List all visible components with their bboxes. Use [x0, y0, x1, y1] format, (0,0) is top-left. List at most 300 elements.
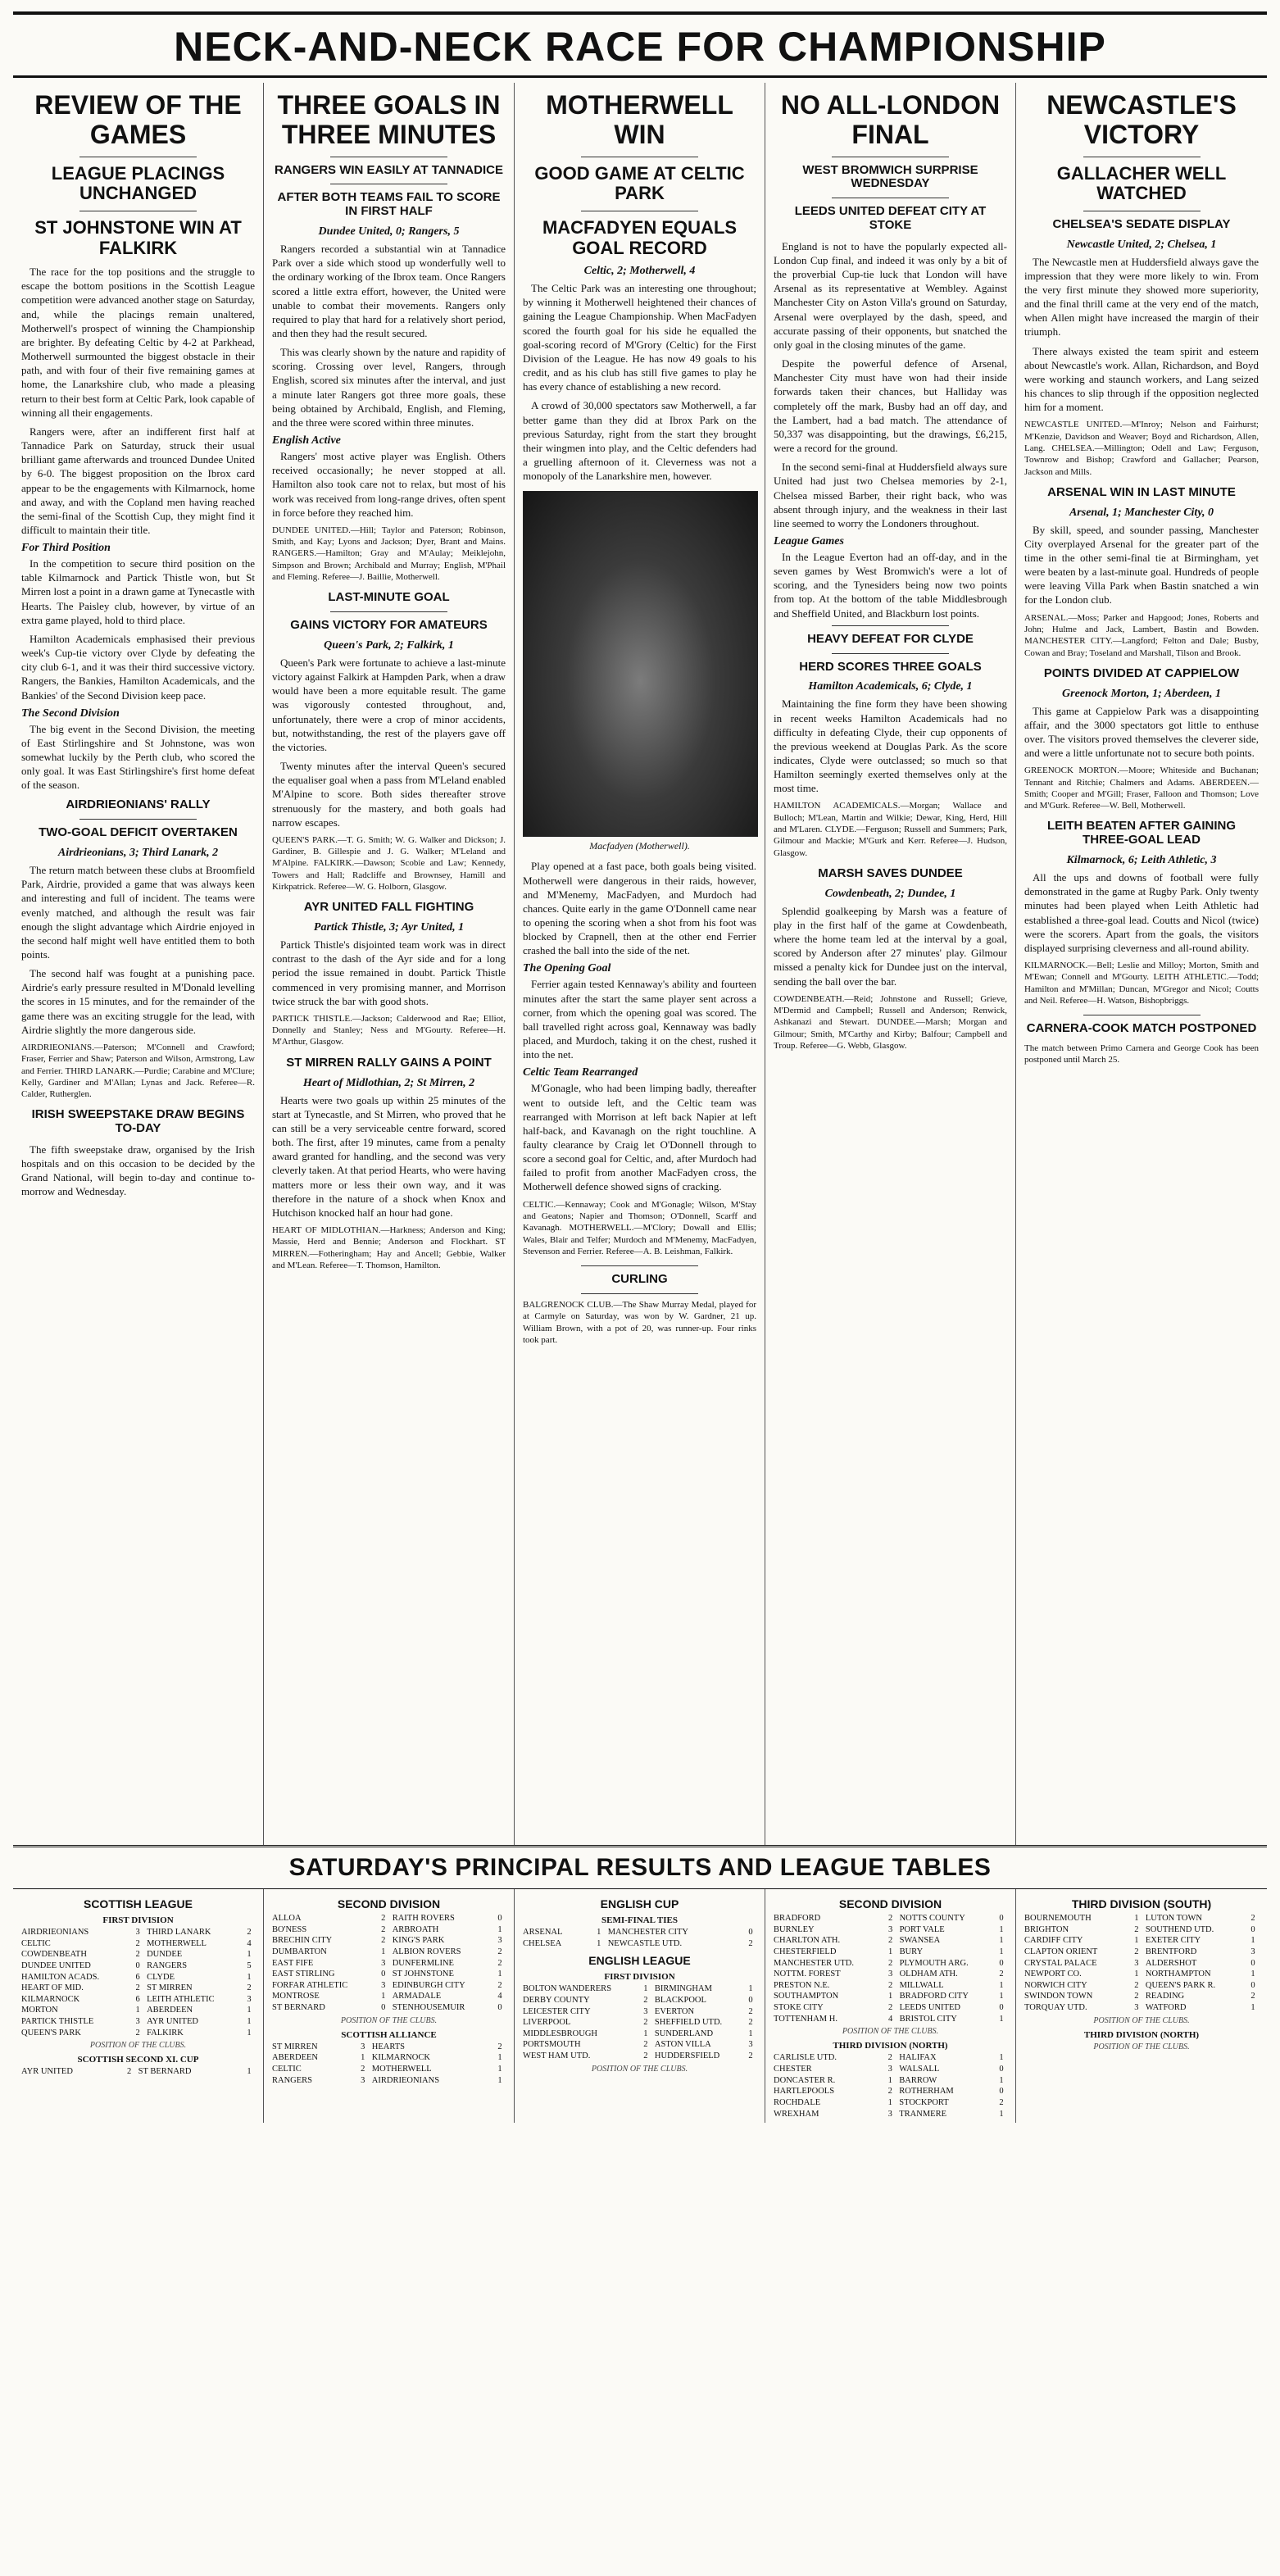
subheadline: TWO-GOAL DEFICIT OVERTAKEN [39, 825, 238, 840]
team-name: PLYMOUTH ARG. [899, 1958, 969, 1968]
result-row [20, 1960, 256, 1972]
team-score: 2 [127, 2067, 132, 2077]
team-score: 0 [1250, 1924, 1255, 1934]
team-score: 2 [497, 2042, 502, 2051]
result-row [772, 1924, 1009, 1936]
subheadline: IRISH SWEEPSTAKE DRAW BEGINS TO-DAY [31, 1107, 245, 1136]
paragraph: Rangers were, after an indifferent first half at Tannadice Park on Saturday, struck their usual brilliant game afterwards and trounced Dundee United by 6-0. The biggest proposition on the Ibrox card appear to be the engagements with Kilmarnock, home and away, and with the Copland men having reached the semi-final of the Scottish Cup, they might find it difficult to maintain their title. [21, 425, 255, 536]
team-name: ST MIRREN [147, 1983, 193, 1993]
result-row [772, 1947, 1009, 1958]
team-name: BOURNEMOUTH [1024, 1914, 1092, 1923]
result-row [1023, 1991, 1260, 2002]
team-name: BLACKPOOL [654, 1995, 706, 2005]
team-score: 1 [247, 1972, 252, 1982]
team-name: LEITH ATHLETIC [147, 1994, 215, 2004]
team-name: READING [1145, 1992, 1185, 2001]
team-score: 2 [381, 1936, 386, 1946]
team-lineups: DUNDEE UNITED.—Hill; Taylor and Paterson; Robinson, Smith, and Kay; Lyons and Jackson; Dyer, Brant and Mains. RANGERS.—Hamilton; Gray and M'Aulay; Meiklejohn, Simpson and Brown; Archibald and Murray; English, M'Phail and Fleming. Referee—J. Baillie, Motherwell. [272, 525, 506, 583]
team-lineups: GREENOCK MORTON.—Moore; Whiteside and Buchanan; Tennant and Ritchie; Chalmers and Adams. ABERDEEN.—Smith; Cooper and M'Gill; Fraser, Falloon and Thomson; Love and M'Gurk. Referee—W. Bell, Motherwell. [1024, 766, 1259, 811]
team-name: ARMADALE [392, 1992, 442, 2001]
team-name: DUNDEE UNITED [21, 1960, 91, 1970]
team-score: 1 [748, 2029, 753, 2038]
team-score: 1 [597, 1938, 601, 1948]
result-row [772, 2064, 1009, 2075]
result-row [270, 1947, 507, 1958]
match-score: Newcastle United, 2; Chelsea, 1 [1066, 238, 1217, 251]
team-score: 3 [135, 1928, 140, 1937]
league-table-heading: POSITION OF THE CLUBS. [591, 2064, 688, 2074]
team-score: 4 [247, 1938, 252, 1948]
subheadline: CARNERA-COOK MATCH POSTPONED [1026, 1021, 1257, 1036]
result-row [20, 1949, 256, 1960]
team-score: 0 [497, 2003, 502, 2013]
team-name: ABERDEEN [272, 2053, 318, 2063]
team-score: 2 [1134, 1947, 1139, 1956]
results-column-scottish [13, 1889, 264, 2123]
subheadline: LEEDS UNITED DEFEAT CITY AT STOKE [794, 204, 987, 233]
paragraph: The return match between these clubs at Broomfield Park, Airdrie, provided a game that was always keen and interesting and full of incident. The teams were evenly matched, and although the result was fair enough the slight advantage which Airdrie enjoyed in the second half might well have entitled them to both points. [21, 864, 255, 961]
team-score: 2 [497, 1958, 502, 1968]
result-row [772, 1991, 1009, 2002]
team-lineups: QUEEN'S PARK.—T. G. Smith; W. G. Walker and Dickson; J. Gardiner, B. Gillespie and J. G. Walker; M'Leland and M'Alpine. FALKIRK.—Dawson; Scobie and Law; Kennedy, Towers and Hall; Radcliffe and Brownsey, Hamill and Kirkpatrick. Referee—W. G. Holborn, Glasgow. [272, 834, 506, 892]
team-name: ARBROATH [392, 1924, 439, 1934]
team-score: 2 [1134, 1992, 1139, 2001]
subheadline: POINTS DIVIDED AT CAPPIELOW [1043, 666, 1240, 680]
subheadline: HEAVY DEFEAT FOR CLYDE [807, 631, 974, 646]
team-score: 0 [999, 2087, 1004, 2097]
result-row [1023, 1913, 1260, 1924]
team-name: ALDERSHOT [1145, 1958, 1197, 1968]
team-name: QUEEN'S PARK [21, 2028, 81, 2038]
results-subheading: SEMI-FINAL TIES [601, 1915, 679, 1925]
team-score: 1 [1134, 1936, 1139, 1946]
team-score: 1 [497, 2075, 502, 2085]
results-table [1023, 1913, 1260, 2014]
team-name: ST BERNARD [138, 2067, 192, 2077]
team-name: WALSALL [899, 2065, 940, 2074]
team-score: 3 [247, 1994, 252, 2004]
team-score: 3 [135, 2017, 140, 2027]
team-lineups: KILMARNOCK.—Bell; Leslie and Milloy; Morton, Smith and M'Ewan; Connell and M'Gourty. LEITH ATHLETIC.—Todd; Hamilton and M'Millan; Duncan, M'Gregor and Nicol; Coutts and Neil. Referee—H. Watson, Bishopbriggs. [1024, 960, 1259, 1006]
team-name: CLYDE [147, 1972, 175, 1982]
paragraph: Play opened at a fast pace, both goals being visited. Motherwell were dangerous in their raids, however, and M'Menemy, MacFadyen, and Murdoch had chances. Quite early in the game O'Donnell came near to opening the scoring when a shot from his foot was blocked by Crapnell, then at the other end Ferrier crashed the ball into the side of the net. [523, 860, 756, 957]
team-name: DUMBARTON [272, 1947, 327, 1956]
team-score: 1 [999, 2075, 1004, 2085]
team-name: EAST FIFE [272, 1958, 314, 1968]
team-score: 1 [247, 2006, 252, 2015]
match-score: Cowdenbeath, 2; Dundee, 1 [824, 887, 956, 900]
photo-caption: Macfadyen (Motherwell). [589, 840, 690, 852]
team-score: 1 [361, 2053, 365, 2063]
team-score: 5 [247, 1960, 252, 1970]
team-score: 3 [381, 1980, 386, 1990]
team-lineups: CELTIC.—Kennaway; Cook and M'Gonagle; Wilson, M'Stay and Geatons; Napier and Thomson; O'Donnell, Scarff and Kavanagh. MOTHERWELL.—M'Clory; Dowall and Ellis; Wales, Blair and Telfer; Murdoch and M'Menemy, MacFadyen, Stevenson and Ferrier. Referee—A. B. Leishman, Falkirk. [523, 1199, 756, 1256]
team-name: SHEFFIELD UTD. [654, 2018, 723, 2028]
team-name: CHESTERFIELD [774, 1947, 837, 1956]
paragraph: This was clearly shown by the nature and rapidity of scoring. Crossing over level, Rangers, through English, scored six minutes after the interval, and just a minute later Rangers got three more goals, these being obtained by Archibald, English, and Fleming, and the three were scored within three minutes. [272, 346, 506, 429]
section-heading: The Second Division [21, 706, 120, 720]
team-name: SOUTHEND UTD. [1145, 1924, 1214, 1934]
team-name: MIDDLESBROUGH [523, 2029, 598, 2038]
team-name: BRADFORD [774, 1914, 821, 1923]
results-column-english-cup [515, 1889, 765, 2123]
result-row [772, 1958, 1009, 1969]
team-name: WREXHAM [774, 2109, 819, 2119]
result-row [20, 2066, 256, 2078]
team-name: LIVERPOOL [523, 2018, 571, 2028]
league-table-heading: POSITION OF THE CLUBS. [842, 2027, 939, 2037]
paragraph: Rangers' most active player was English. Others received occasionally; he never stopped at all. Hamilton also took care not to relax, but most of his work was received from long-range drives, often spent in force before they reached him. [272, 450, 506, 519]
result-row [1023, 1980, 1260, 1992]
paragraph: Ferrier again tested Kennaway's ability and fourteen minutes after the start the same player sent across a corner, from which the opening goal was scored. The ball travelled right across goal, Kennaway was badly placed, and Murdoch, taking it on the chest, rushed it into the net. [523, 978, 756, 1061]
team-score: 0 [1250, 1980, 1255, 1990]
team-score: 1 [597, 1928, 601, 1937]
team-score: 2 [643, 2018, 648, 2028]
results-heading: SECOND DIVISION [838, 1897, 942, 1910]
paragraph: Hamilton Academicals emphasised their previous week's Cup-tie victory over Clyde by defeating the city club 6-1, and it was their third successive victory. Rangers, the Bankies, Hamilton Academicals, and the Bankies' of the Second Division keep pace. [21, 632, 255, 702]
team-name: ABERDEEN [147, 2006, 193, 2015]
team-score: 2 [247, 1983, 252, 1993]
results-column-scottish-2nd [264, 1889, 515, 2123]
paragraph: Queen's Park were fortunate to achieve a last-minute victory against Falkirk at Hampden Park, when a draw would have been a more equitable result. The game was vigorously contested throughout, and, unfortunately, there were a crop of minor accidents, but, notwithstanding, the rest of the players gave off the victories. [272, 656, 506, 753]
result-row [772, 2086, 1009, 2097]
team-score: 2 [135, 1983, 140, 1993]
team-name: PORTSMOUTH [523, 2040, 581, 2050]
results-heading: ENGLISH LEAGUE [588, 1954, 691, 1968]
results-table [270, 1913, 507, 2014]
subheadline: AYR UNITED FALL FIGHTING [303, 900, 474, 915]
team-score: 2 [748, 2018, 753, 2028]
result-row [772, 1969, 1009, 1980]
team-score: 1 [247, 2017, 252, 2027]
team-score: 2 [1250, 1992, 1255, 2001]
results-table [521, 1983, 758, 2061]
team-name: AYR UNITED [147, 2017, 198, 2027]
team-score: 4 [497, 1992, 502, 2001]
column-newcastle [1016, 83, 1267, 1845]
team-name: RANGERS [272, 2075, 313, 2085]
team-lineups: AIRDRIEONIANS.—Paterson; M'Connell and Crawford; Fraser, Ferrier and Shaw; Paterson and Wilson, Armstrong, Law and Ferrier. THIRD LANARK.—Purdie; Carabine and M'Clure; Kelly, Gardiner and M'Allan; Lynas and Jack. Referee—R. Calder, Rutherglen. [21, 1042, 255, 1100]
team-score: 3 [887, 1969, 893, 1979]
team-name: BRADFORD CITY [899, 1992, 969, 2001]
result-row [521, 1938, 758, 1950]
team-score: 2 [1134, 1924, 1139, 1934]
team-lineups: COWDENBEATH.—Reid; Johnstone and Russell; Grieve, M'Dermid and Campbell; Russell and Anderson; Renwick, Ashkanazi and Stewart. DUNDEE.—Marsh; Morgan and Gilmour; Smith, M'Carthy and Kirby; Balfour; Campbell and Troup. Referee—G. Webb, Glasgow. [774, 993, 1007, 1051]
team-name: DUNDEE [147, 1950, 183, 1960]
results-table [270, 2042, 507, 2087]
team-name: LUTON TOWN [1145, 1914, 1202, 1923]
team-name: STOKE CITY [774, 2003, 824, 2013]
paragraph: Despite the powerful defence of Arsenal, Manchester City must have won had their inside forwards taken their chances, but Halliday was completely off the mark, Busby had an off day, and the Lambert, had a bad match. The attendance of 50,337 was disappointing, but the drawings, £6,215, were a record for the ground. [774, 357, 1007, 455]
team-score: 3 [497, 1936, 502, 1946]
headline: NO ALL-LONDON FINAL [780, 90, 1001, 149]
result-row [772, 2109, 1009, 2120]
result-row [20, 2016, 256, 2028]
team-name: HAMILTON ACADS. [21, 1972, 100, 1982]
headline: REVIEW OF THE GAMES [34, 90, 242, 149]
result-row [521, 2006, 758, 2018]
team-score: 2 [497, 1980, 502, 1990]
team-score: 1 [1250, 2003, 1255, 2013]
team-score: 0 [1250, 1958, 1255, 1968]
subheadline: WEST BROMWICH SURPRISE WEDNESDAY [802, 162, 978, 191]
paragraph: This game at Cappielow Park was a disappointing affair, and the 3000 spectators got little to enthuse over. The visitors proved themselves the cleverer side, and were a little unfortunate not to secure both points. [1024, 704, 1259, 760]
divider [330, 611, 447, 612]
team-name: MORTON [21, 2006, 58, 2015]
league-table-heading: POSITION OF THE CLUBS. [1093, 2042, 1190, 2051]
team-name: BRECHIN CITY [272, 1936, 333, 1946]
paragraph: Hearts were two goals up within 25 minutes of the start at Tynecastle, and St Mirren, who proved that he can still be a very serviceable centre forward, scored both. The first, after 19 minutes, came from a penalty award granted for handling, and the second was very cleverly taken. At that period Hearts, who were having matters more or less their own way, and it was therefore in the nature of a shock when Knox and Hutchison knocked half an hour had gone. [272, 1093, 506, 1219]
team-name: NEWPORT CO. [1024, 1969, 1082, 1979]
paragraph: Partick Thistle's disjointed team work was in direct contrast to the dash of the Ayr side and for a long period the issue remained in doubt. Partick Thistle commenced in very promising manner, and Morrison twice struck the bar with good shots. [272, 938, 506, 1007]
subheadline: ST JOHNSTONE WIN AT FALKIRK [34, 216, 242, 258]
column-review [13, 83, 264, 1845]
results-column-third-south [1016, 1889, 1267, 2123]
team-name: ST MIRREN [272, 2042, 318, 2051]
paragraph: Splendid goalkeeping by Marsh was a feature of play in the first half of the game at Cowdenbeath, where the home team led at the interval by a goal, scored by Anderson after 27 minutes' play. Gilmour missed a penalty kick for Dundee just on the interval, sending the ball over the bar. [774, 904, 1007, 988]
match-score: Heart of Midlothian, 2; St Mirren, 2 [302, 1076, 475, 1089]
results-table [772, 1913, 1009, 2024]
team-name: CRYSTAL PALACE [1024, 1958, 1097, 1968]
team-score: 0 [497, 1914, 502, 1923]
result-row [772, 1913, 1009, 1924]
team-score: 1 [497, 1969, 502, 1979]
column-motherwell [515, 83, 765, 1845]
team-score: 3 [887, 2065, 892, 2074]
team-name: BRENTFORD [1145, 1947, 1197, 1956]
team-name: HALIFAX [899, 2053, 937, 2063]
subheadline: ARSENAL WIN IN LAST MINUTE [1047, 484, 1236, 499]
team-name: BIRMINGHAM [654, 1984, 712, 1994]
team-lineups: ARSENAL.—Moss; Parker and Hapgood; Jones, Roberts and John; Hulme and Jack, Lambert, Bastin and Bowden. MANCHESTER CITY.—Langford; Felton and Dale; Busby, Cowan and Bray; Toseland and Marshall, Tilson and Brook. [1024, 612, 1259, 658]
subheadline: GOOD GAME AT CELTIC PARK [534, 162, 745, 204]
team-name: DUNFERMLINE [392, 1958, 454, 1968]
result-row [1023, 1958, 1260, 1969]
result-row [1023, 2002, 1260, 2014]
article-columns [13, 83, 1267, 1847]
team-name: ROCHDALE [774, 2097, 821, 2107]
subheadline: AIRDRIEONIANS' RALLY [66, 797, 211, 812]
headline: NEWCASTLE'S VICTORY [1046, 90, 1237, 149]
result-row [270, 1924, 507, 1936]
match-score: Queen's Park, 2; Falkirk, 1 [324, 638, 454, 652]
result-row [521, 1927, 758, 1938]
team-lineups: HAMILTON ACADEMICALS.—Morgan; Wallace and Bulloch; M'Lean, Martin and Wilkie; Dewar, King, Herd, Hill and M'Laren. CLYDE.—Ferguson; Russell and Summers; Park, Gilmour and Mackie; M'Gurk and Kerr. Referee—J. Hudson, Glasgow. [774, 801, 1007, 858]
team-name: STENHOUSEMUIR [392, 2003, 465, 2013]
team-score: 1 [643, 2029, 648, 2038]
team-score: 1 [999, 1936, 1004, 1946]
team-score: 1 [381, 1947, 386, 1956]
match-score: Airdrieonians, 3; Third Lanark, 2 [57, 847, 219, 860]
team-name: STOCKPORT [899, 2097, 949, 2107]
team-name: CELTIC [272, 2065, 302, 2074]
team-name: BARROW [899, 2075, 937, 2085]
result-row [20, 1983, 256, 1994]
team-score: 2 [497, 1947, 502, 1956]
section-heading: Celtic Team Rearranged [523, 1066, 638, 1079]
team-score: 1 [999, 2014, 1004, 2024]
team-name: LEEDS UNITED [899, 2003, 960, 2013]
team-name: EAST STIRLING [272, 1969, 335, 1979]
team-score: 1 [999, 2053, 1004, 2063]
paragraph: England is not to have the popularly expected all-London Cup final, and indeed it was only by a bit of the proverbial Cup-tie luck that London will have Arsenal as its representative at Wembley. Against Manchester City on Aston Villa's ground on Saturday, Arsenal were overplayed by the dash, speed, and accurate passing of their opponents, but snatched the only goal in the closing minutes of the game. [774, 239, 1007, 351]
team-name: TORQUAY UTD. [1024, 2003, 1087, 2013]
results-subheading: FIRST DIVISION [102, 1915, 174, 1925]
paragraph: The second half was fought at a punishing pace. Airdrie's early pressure resulted in M'Donald levelling the scores in 15 minutes, and for the remainder of the game there was an exciting struggle for the lead, with Airdrie slightly the more dangerous side. [21, 967, 255, 1036]
team-lineups: HEART OF MIDLOTHIAN.—Harkness; Anderson and King; Massie, Herd and Bennie; Anderson and Flockhart. ST MIRREN.—Fotheringham; Hay and Ancell; Gebbie, Walker and M'Lean. Referee—T. Thomson, Hamilton. [272, 1224, 506, 1270]
team-score: 2 [748, 2006, 753, 2016]
divider [581, 1293, 698, 1294]
team-score: 6 [135, 1994, 140, 2004]
page-masthead: NECK-AND-NECK RACE FOR CHAMPIONSHIP [13, 11, 1267, 78]
team-score: 3 [887, 2109, 892, 2119]
team-score: 1 [887, 1947, 893, 1956]
result-row [20, 1972, 256, 1983]
team-score: 3 [1134, 2003, 1139, 2013]
team-name: KILMARNOCK [21, 1994, 80, 2004]
section-heading: English Active [272, 434, 341, 448]
team-name: COWDENBEATH [21, 1950, 87, 1960]
paragraph: The match between Primo Carnera and George Cook has been postponed until March 25. [1024, 1043, 1259, 1065]
team-name: AIRDRIEONIANS [21, 1928, 89, 1937]
team-score: 1 [1250, 1936, 1255, 1946]
team-name: WEST HAM UTD. [523, 2051, 591, 2061]
team-name: WATFORD [1145, 2003, 1187, 2013]
team-name: BRISTOL CITY [899, 2014, 957, 2024]
team-score: 2 [247, 1928, 252, 1937]
team-score: 2 [748, 1938, 753, 1948]
team-score: 3 [361, 2075, 365, 2085]
team-name: SOUTHAMPTON [774, 1992, 839, 2001]
paragraph: In the competition to secure third position on the table Kilmarnock and Partick Thistle won, but St Mirren lost a point in a drawn game at Tynecastle with Hearts. The Paisley club, however, by virtue of an extra game played, hold to third place. [21, 557, 255, 626]
team-name: ST JOHNSTONE [392, 1969, 454, 1979]
subheadline: HERD SCORES THREE GOALS [799, 659, 982, 674]
team-name: SWANSEA [899, 1936, 941, 1946]
match-score: Greenock Morton, 1; Aberdeen, 1 [1062, 687, 1221, 700]
team-name: CARLISLE UTD. [774, 2053, 837, 2063]
team-score: 2 [381, 1924, 386, 1934]
team-name: CHESTER [774, 2065, 812, 2074]
results-column-english-2nd [765, 1889, 1016, 2123]
subheadline: ST MIRREN RALLY GAINS A POINT [286, 1055, 492, 1070]
team-name: FALKIRK [147, 2028, 184, 2038]
curling-report: BALGRENOCK CLUB.—The Shaw Murray Medal, played for at Carmyle on Saturday, was won by W. Gardner, 21 up. William Brown, with a pot of 20, was runner-up. Four rinks took part. [523, 1299, 756, 1345]
team-score: 1 [999, 1980, 1004, 1990]
team-lineups: PARTICK THISTLE.—Jackson; Calderwood and Rae; Elliot, Donnelly and Stanley; Ness and M'Gourty. Referee—H. M'Arthur, Glasgow. [272, 1013, 506, 1047]
team-name: RAITH ROVERS [392, 1914, 455, 1923]
team-name: PRESTON N.E. [774, 1980, 830, 1990]
paragraph: By skill, speed, and sounder passing, Manchester City overplayed Arsenal for the greater part of the time in the other semi-final tie at Birmingham, yet were beaten by a last-minute goal. Hundreds of people were leaving Villa Park when Bastin snatched a win for the London club. [1024, 523, 1259, 607]
newspaper-page [13, 11, 1267, 2552]
team-name: BURY [899, 1947, 924, 1956]
team-score: 0 [999, 2065, 1004, 2074]
team-score: 1 [887, 2097, 892, 2107]
team-name: ALLOA [272, 1914, 302, 1923]
league-table-heading: POSITION OF THE CLUBS. [1093, 2015, 1190, 2025]
team-score: 1 [643, 1984, 648, 1994]
team-name: PARTICK THISTLE [21, 2017, 94, 2027]
team-score: 0 [381, 2003, 386, 2013]
result-row [1023, 1935, 1260, 1947]
match-score: Partick Thistle, 3; Ayr United, 1 [313, 921, 465, 934]
team-score: 3 [748, 2040, 753, 2050]
divider [581, 1265, 698, 1266]
team-score: 0 [748, 1928, 753, 1937]
team-score: 1 [497, 2053, 502, 2063]
results-subheading: THIRD DIVISION (NORTH) [1083, 2029, 1200, 2040]
player-photo [523, 491, 758, 837]
section-heading: For Third Position [21, 542, 111, 555]
team-score: 1 [999, 1947, 1004, 1956]
team-score: 6 [135, 1972, 140, 1982]
team-score: 0 [381, 1969, 386, 1979]
team-name: THIRD LANARK [147, 1928, 211, 1937]
paragraph: In the League Everton had an off-day, and in the seven games by West Bromwich's were a lot of scoring, and the Tynesiders being now two points from top. At the bottom of the table Middlesbrough and Sheffield United, and Blackburn lost points. [774, 550, 1007, 620]
paragraph: The Newcastle men at Huddersfield always gave the impression that they were more likely to win. From the very first minute they showed more superiority, and the final thrill came at the very end of the match, when Allen might have increased the margin of their triumph. [1024, 255, 1259, 338]
paragraph: M'Gonagle, who had been limping badly, thereafter went to outside left, and the Celtic team was rearranged with Morrison at left back Napier at left half-back, and Kavanagh on the right touchline. A faulty clearance by Craig let O'Donnell through to score a second goal for Celtic, and, after Murdoch had failed to profit from another MacFadyen cross, the Motherwell defence showed signs of cracking. [523, 1082, 756, 1193]
result-row [270, 1958, 507, 1969]
divider [832, 653, 949, 654]
result-row [1023, 1924, 1260, 1936]
results-subheading: FIRST DIVISION [604, 1972, 675, 1983]
team-score: 1 [887, 1992, 893, 2001]
team-name: ARSENAL [523, 1928, 563, 1937]
team-name: BO'NESS [272, 1924, 307, 1934]
team-name: MOTHERWELL [371, 2065, 432, 2074]
paragraph: Twenty minutes after the interval Queen's secured the equaliser goal when a pass from M'Leland enabled M'Alpine to score. Both sides thereafter strove strenuously for the mastery, and both goals had narrow escapes. [272, 760, 506, 829]
team-name: BURNLEY [774, 1924, 815, 1934]
team-score: 2 [135, 1938, 140, 1948]
result-row [521, 2017, 758, 2029]
team-name: SWINDON TOWN [1024, 1992, 1093, 2001]
results-heading: SECOND DIVISION [337, 1897, 441, 1910]
team-name: AIRDRIEONIANS [371, 2075, 440, 2085]
paragraph: The Celtic Park was an interesting one throughout; by winning it Motherwell heightened their chances of gaining the League Championship. When MacFadyen scored the fourth goal for his side he equalled the goal-scoring record of M'Grory (Celtic) for the First Division of the League. He has now 49 goals to his credit, and as his club has still five games to play he has every chance of establishing a new record. [523, 282, 756, 393]
team-score: 0 [999, 2003, 1004, 2013]
team-score: 2 [887, 2053, 892, 2063]
subheadline: MARSH SAVES DUNDEE [818, 865, 963, 880]
subheadline: CHELSEA'S SEDATE DISPLAY [1052, 216, 1231, 231]
team-name: ROTHERHAM [899, 2087, 954, 2097]
team-score: 4 [887, 2014, 893, 2024]
team-score: 3 [381, 1958, 386, 1968]
paragraph: The big event in the Second Division, the meeting of East Stirlingshire and St Johnstone, was won somewhat luckily by the Perth club, who scored the only goal. It was East Stirlingshire's first home defeat of the season. [21, 722, 255, 792]
result-row [521, 2039, 758, 2051]
subheadline: CURLING [611, 1272, 668, 1287]
team-name: OLDHAM ATH. [899, 1969, 958, 1979]
divider [832, 625, 949, 626]
team-score: 1 [887, 2075, 892, 2085]
results-heading: THIRD DIVISION (SOUTH) [1071, 1897, 1212, 1910]
subheadline: GAINS VICTORY FOR AMATEURS [290, 618, 488, 633]
team-name: DONCASTER R. [774, 2075, 836, 2085]
headline: MOTHERWELL WIN [546, 90, 733, 149]
result-row [270, 2052, 507, 2064]
results-banner: SATURDAY'S PRINCIPAL RESULTS AND LEAGUE TABLES [13, 1847, 1267, 1889]
subheadline: RANGERS WIN EASILY AT TANNADICE [275, 162, 503, 177]
team-name: TOTTENHAM H. [774, 2014, 837, 2024]
team-score: 1 [748, 1984, 753, 1994]
team-score: 3 [1134, 1958, 1139, 1968]
result-row [772, 1980, 1009, 1992]
result-row [772, 2052, 1009, 2064]
team-score: 1 [497, 1924, 502, 1934]
team-name: EXETER CITY [1145, 1936, 1201, 1946]
result-row [20, 1938, 256, 1950]
results-heading: SCOTTISH LEAGUE [83, 1897, 193, 1910]
team-name: MONTROSE [272, 1992, 320, 2001]
team-name: NORTHAMPTON [1145, 1969, 1211, 1979]
